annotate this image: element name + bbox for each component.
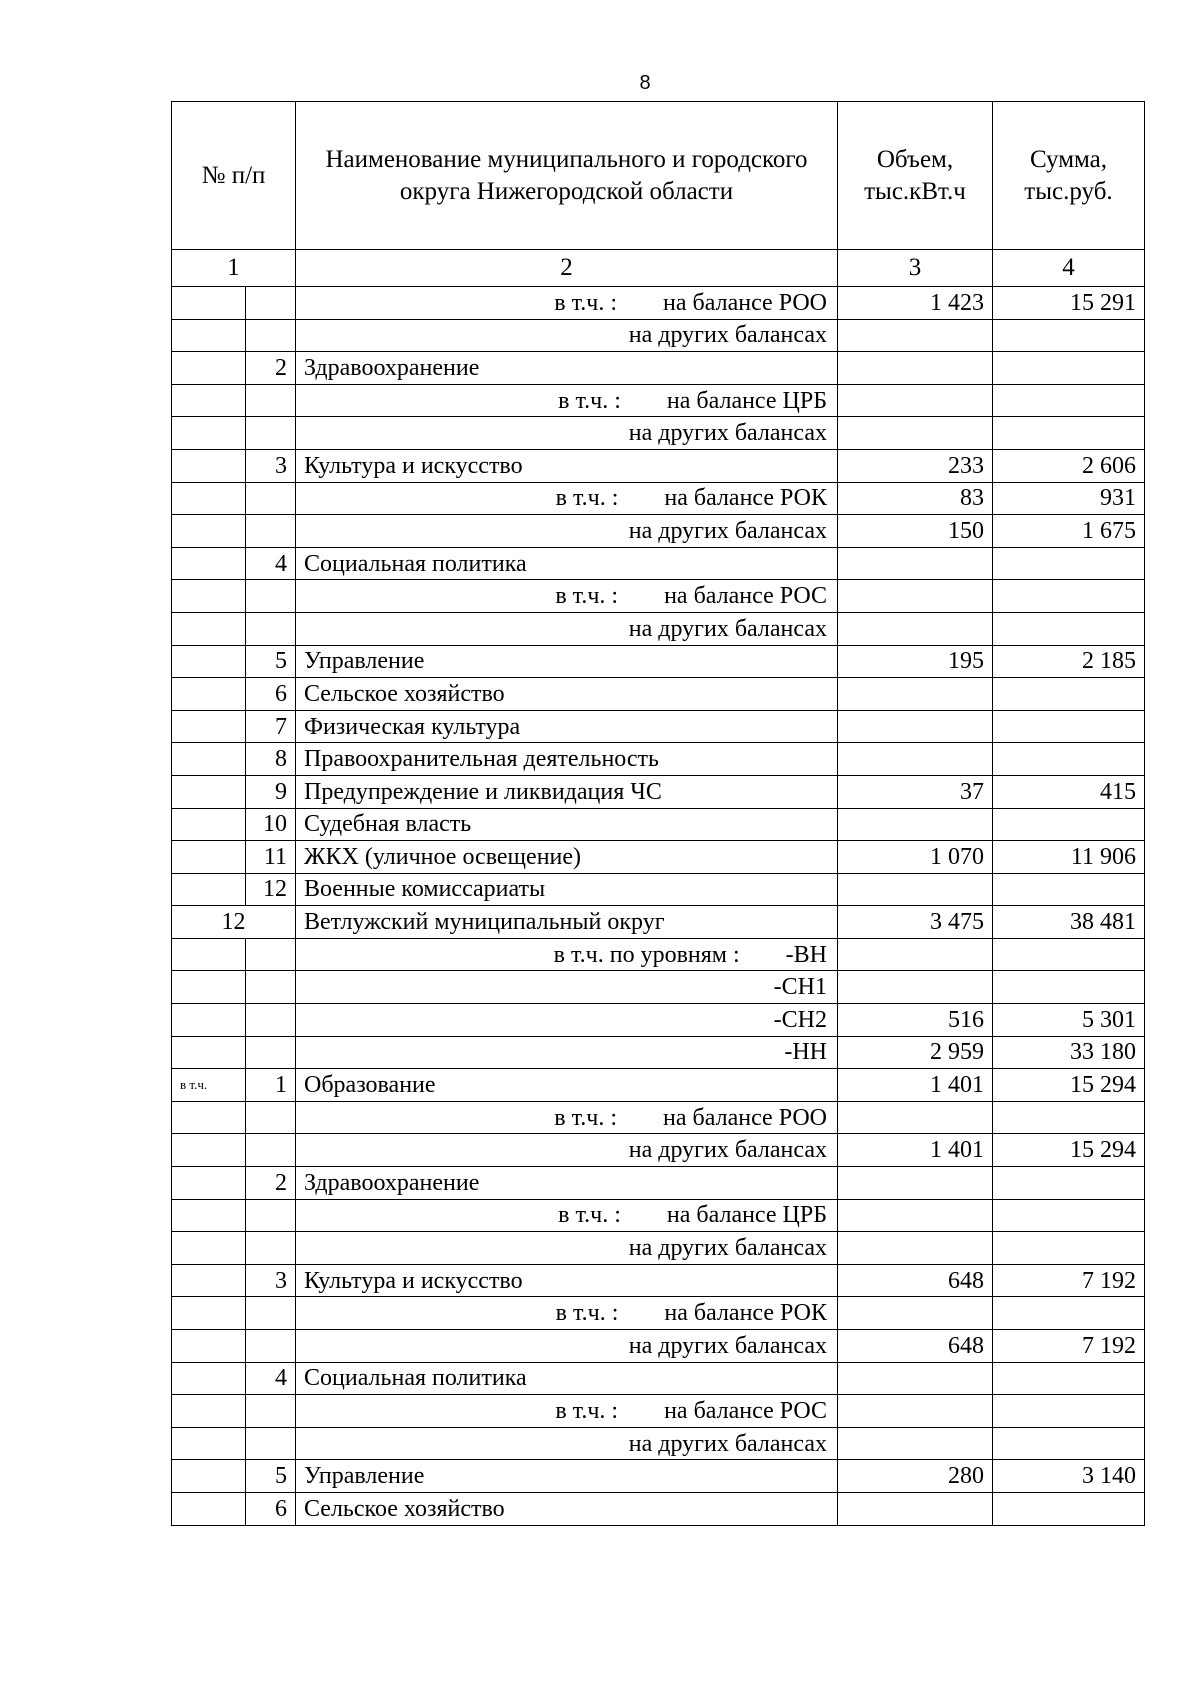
row-sum (993, 710, 1145, 743)
row-name: Предупреждение и ликвидация ЧС (304, 778, 662, 805)
table-row (172, 1069, 1145, 1102)
row-name-cell (296, 1395, 838, 1428)
row-volume (838, 1492, 993, 1525)
row-group-label (172, 1492, 246, 1525)
row-name: Управление (304, 1463, 425, 1490)
row-sub-number (246, 1427, 296, 1460)
row-name-cell (296, 1101, 838, 1134)
row-sub-number (246, 580, 296, 613)
row-name-cell (296, 1036, 838, 1069)
row-sum: 33 180 (993, 1036, 1145, 1069)
row-volume (838, 1101, 993, 1134)
table-row (172, 971, 1145, 1004)
row-sub-number: 2 (246, 1167, 296, 1200)
page-number: 8 (639, 72, 651, 94)
row-sub-number: 7 (246, 710, 296, 743)
row-group-label (172, 1362, 246, 1395)
row-name-cell (296, 1330, 838, 1363)
row-group-label (172, 1264, 246, 1297)
table-row (172, 906, 1145, 939)
row-group-label (172, 1036, 246, 1069)
row-sum: 1 675 (993, 515, 1145, 548)
row-sub-number: 3 (246, 449, 296, 482)
row-name: на балансе РОС (664, 1397, 827, 1424)
row-name-cell (296, 1492, 838, 1525)
table-row (172, 1134, 1145, 1167)
column-number: 2 (296, 250, 838, 287)
table-row (172, 841, 1145, 874)
row-name: Культура и искусство (304, 452, 523, 479)
row-name-cell (296, 482, 838, 515)
table-row (172, 352, 1145, 385)
table-row (172, 1460, 1145, 1493)
row-name-cell (296, 449, 838, 482)
table-row (172, 1427, 1145, 1460)
row-sub-number: 5 (246, 1460, 296, 1493)
row-sub-number (246, 482, 296, 515)
row-group-label (172, 1330, 246, 1363)
table-row (172, 287, 1145, 320)
row-name-cell (296, 1167, 838, 1200)
row-group-label (172, 841, 246, 874)
row-group-label (172, 449, 246, 482)
row-name: на других балансах (628, 517, 827, 544)
row-sum (993, 1167, 1145, 1200)
row-sum: 415 (993, 775, 1145, 808)
row-sub-number (246, 1004, 296, 1037)
row-volume (838, 384, 993, 417)
row-sub-number (246, 319, 296, 352)
table-row (172, 319, 1145, 352)
row-group-label (172, 417, 246, 450)
table-row (172, 743, 1145, 776)
row-sub-number (246, 1036, 296, 1069)
row-name: Ветлужский муниципальный округ (304, 909, 665, 936)
row-name: Здравоохранение (304, 1169, 480, 1196)
row-name: Военные комиссариаты (304, 876, 546, 903)
row-volume (838, 1297, 993, 1330)
row-name: на балансе РОС (664, 583, 827, 610)
row-sum (993, 1199, 1145, 1232)
row-sum (993, 1395, 1145, 1428)
row-sub-number (246, 1134, 296, 1167)
row-volume: 648 (838, 1330, 993, 1363)
row-sum: 38 481 (993, 906, 1145, 939)
row-volume (838, 678, 993, 711)
header-volume-col: Объем, тыс.кВт.ч (838, 102, 993, 250)
row-sub-number: 1 (246, 1069, 296, 1102)
row-name-cell (296, 873, 838, 906)
row-sum: 2 606 (993, 449, 1145, 482)
row-group-label (172, 1395, 246, 1428)
row-sub-number (246, 384, 296, 417)
row-sub-number (246, 938, 296, 971)
row-name-cell (296, 287, 838, 320)
row-group-label (172, 580, 246, 613)
row-sum (993, 808, 1145, 841)
row-name: на других балансах (628, 322, 827, 349)
row-volume (838, 1199, 993, 1232)
row-name-cell (296, 580, 838, 613)
row-name-prefix: в т.ч. : (554, 289, 618, 316)
row-sub-number (246, 1297, 296, 1330)
row-volume (838, 1167, 993, 1200)
row-name: -СН1 (773, 974, 827, 1001)
row-volume (838, 808, 993, 841)
row-sum (993, 352, 1145, 385)
row-sub-number (246, 1330, 296, 1363)
row-group-label (172, 547, 246, 580)
row-sum: 5 301 (993, 1004, 1145, 1037)
row-sub-number (246, 287, 296, 320)
row-volume (838, 1232, 993, 1265)
row-name-cell (296, 743, 838, 776)
row-name: -НН (784, 1039, 827, 1066)
row-name: Культура и искусство (304, 1267, 523, 1294)
row-name-cell (296, 710, 838, 743)
row-sum (993, 971, 1145, 1004)
row-sub-number: 11 (246, 841, 296, 874)
row-name: на балансе РОК (664, 1300, 827, 1327)
table-row (172, 710, 1145, 743)
row-name: Социальная политика (304, 550, 527, 577)
row-name: Здравоохранение (304, 354, 480, 381)
row-name-cell (296, 1004, 838, 1037)
column-number: 3 (838, 250, 993, 287)
row-name-prefix: в т.ч. : (555, 1300, 619, 1327)
row-name: на других балансах (628, 1137, 827, 1164)
row-group-label (172, 1460, 246, 1493)
row-name-cell (296, 775, 838, 808)
row-name-prefix: в т.ч. : (558, 387, 621, 414)
row-name-cell (296, 678, 838, 711)
row-volume: 150 (838, 515, 993, 548)
table-row (172, 678, 1145, 711)
row-name-prefix: в т.ч. по уровням : (553, 941, 740, 968)
row-group-label (172, 645, 246, 678)
row-name-cell (296, 417, 838, 450)
table-row (172, 1362, 1145, 1395)
table-row (172, 384, 1145, 417)
table-row (172, 1297, 1145, 1330)
row-sub-number: 6 (246, 1492, 296, 1525)
row-volume: 280 (838, 1460, 993, 1493)
row-group-label (172, 612, 246, 645)
row-name: ЖКХ (уличное освещение) (304, 843, 582, 870)
row-name-cell (296, 384, 838, 417)
row-volume: 195 (838, 645, 993, 678)
row-name-cell (296, 971, 838, 1004)
row-sub-number (246, 971, 296, 1004)
row-sum: 7 192 (993, 1264, 1145, 1297)
row-name: -ВН (785, 941, 827, 968)
row-sum (993, 1297, 1145, 1330)
row-volume (838, 547, 993, 580)
table-row (172, 547, 1145, 580)
row-name-cell (296, 1427, 838, 1460)
row-name: Образование (304, 1072, 436, 1099)
row-sub-number: 4 (246, 1362, 296, 1395)
row-volume (838, 580, 993, 613)
row-sum: 15 294 (993, 1134, 1145, 1167)
row-volume (838, 938, 993, 971)
row-volume (838, 1395, 993, 1428)
row-sub-number (246, 1232, 296, 1265)
table-body (172, 102, 1145, 1526)
row-group-label (172, 1101, 246, 1134)
row-sub-number (246, 1101, 296, 1134)
row-volume: 648 (838, 1264, 993, 1297)
row-name: на других балансах (628, 420, 827, 447)
row-group-label: в т.ч. (172, 1069, 246, 1102)
row-sub-number: 10 (246, 808, 296, 841)
row-sum (993, 1232, 1145, 1265)
table-row (172, 482, 1145, 515)
row-group-label (172, 319, 246, 352)
row-volume (838, 1427, 993, 1460)
row-sum: 931 (993, 482, 1145, 515)
row-name: Физическая культура (304, 713, 521, 740)
row-group-label (172, 743, 246, 776)
row-group-label (172, 1167, 246, 1200)
row-sum: 3 140 (993, 1460, 1145, 1493)
row-volume (838, 743, 993, 776)
row-sub-number (246, 417, 296, 450)
row-name-cell (296, 938, 838, 971)
row-volume: 1 423 (838, 287, 993, 320)
row-sum: 2 185 (993, 645, 1145, 678)
row-name: на балансе РОК (664, 485, 827, 512)
row-sum (993, 1362, 1145, 1395)
row-sub-number (246, 1199, 296, 1232)
table-row (172, 1101, 1145, 1134)
row-volume: 3 475 (838, 906, 993, 939)
row-name: Сельское хозяйство (304, 680, 505, 707)
row-sum: 15 294 (993, 1069, 1145, 1102)
row-sum: 7 192 (993, 1330, 1145, 1363)
table-row (172, 580, 1145, 613)
row-name-cell (296, 1362, 838, 1395)
row-name-cell (296, 1199, 838, 1232)
row-name-cell (296, 1134, 838, 1167)
row-volume: 1 401 (838, 1069, 993, 1102)
row-name: на других балансах (628, 615, 827, 642)
row-volume (838, 971, 993, 1004)
table-row (172, 1167, 1145, 1200)
row-name: Судебная власть (304, 811, 472, 838)
row-name-cell (296, 841, 838, 874)
row-sub-number: 9 (246, 775, 296, 808)
row-name-prefix: в т.ч. : (555, 1397, 619, 1424)
header-sum-col: Сумма, тыс.руб. (993, 102, 1145, 250)
row-name-cell (296, 612, 838, 645)
row-group-label (172, 287, 246, 320)
row-name: на других балансах (628, 1430, 827, 1457)
table-row (172, 938, 1145, 971)
row-group-label (172, 1232, 246, 1265)
row-name: на других балансах (628, 1235, 827, 1262)
table-row (172, 1330, 1145, 1363)
row-group-label (172, 808, 246, 841)
row-group-label (172, 971, 246, 1004)
row-sub-number: 5 (246, 645, 296, 678)
row-name: на балансе РОО (663, 1104, 827, 1131)
row-group-label (172, 384, 246, 417)
row-sum: 11 906 (993, 841, 1145, 874)
row-group-label (172, 710, 246, 743)
row-volume: 83 (838, 482, 993, 515)
row-name: Сельское хозяйство (304, 1495, 505, 1522)
row-sub-number (246, 515, 296, 548)
row-name-cell (296, 319, 838, 352)
row-sum (993, 873, 1145, 906)
row-volume (838, 873, 993, 906)
row-volume: 516 (838, 1004, 993, 1037)
table-row (172, 873, 1145, 906)
row-group-label (172, 1199, 246, 1232)
row-name: Социальная политика (304, 1365, 527, 1392)
row-volume: 2 959 (838, 1036, 993, 1069)
row-volume: 1 070 (838, 841, 993, 874)
row-sum (993, 580, 1145, 613)
row-name-cell (296, 1264, 838, 1297)
row-number: 12 (172, 906, 296, 939)
row-name-cell (296, 645, 838, 678)
row-name-cell (296, 1069, 838, 1102)
row-name-cell (296, 1460, 838, 1493)
row-group-label (172, 515, 246, 548)
row-name: на балансе РОО (663, 289, 827, 316)
header-number-col: № п/п (172, 102, 296, 250)
table-row (172, 1395, 1145, 1428)
table-row (172, 1199, 1145, 1232)
row-sub-number: 12 (246, 873, 296, 906)
row-sub-number: 2 (246, 352, 296, 385)
row-sum (993, 384, 1145, 417)
row-name-prefix: в т.ч. : (558, 1202, 621, 1229)
row-group-label (172, 1297, 246, 1330)
row-name-prefix: в т.ч. : (555, 485, 619, 512)
row-name: на балансе ЦРБ (666, 1202, 827, 1229)
table-row (172, 449, 1145, 482)
column-numbering-row (172, 250, 1145, 287)
row-volume: 233 (838, 449, 993, 482)
row-volume: 37 (838, 775, 993, 808)
row-sum (993, 1492, 1145, 1525)
row-name: -СН2 (773, 1006, 827, 1033)
row-sum (993, 678, 1145, 711)
row-sum: 15 291 (993, 287, 1145, 320)
table-row (172, 808, 1145, 841)
row-name-cell (296, 1232, 838, 1265)
table-row (172, 1232, 1145, 1265)
row-volume: 1 401 (838, 1134, 993, 1167)
row-group-label (172, 482, 246, 515)
energy-consumption-table (171, 101, 1145, 1526)
row-name-cell (296, 515, 838, 548)
row-sum (993, 319, 1145, 352)
row-name-prefix: в т.ч. : (555, 583, 619, 610)
row-sum (993, 612, 1145, 645)
row-sub-number: 8 (246, 743, 296, 776)
row-sum (993, 1427, 1145, 1460)
row-name-cell (296, 352, 838, 385)
row-name-cell (296, 906, 838, 939)
row-name: Правоохранительная деятельность (304, 746, 659, 773)
row-group-label (172, 1004, 246, 1037)
row-sub-number: 3 (246, 1264, 296, 1297)
row-sub-number (246, 612, 296, 645)
table-row (172, 1264, 1145, 1297)
row-volume (838, 612, 993, 645)
row-sum (993, 417, 1145, 450)
row-volume (838, 319, 993, 352)
table-row (172, 515, 1145, 548)
row-volume (838, 1362, 993, 1395)
row-name-cell (296, 547, 838, 580)
table-row (172, 1036, 1145, 1069)
row-name-cell (296, 1297, 838, 1330)
row-volume (838, 710, 993, 743)
header-row (172, 102, 1145, 250)
row-sum (993, 938, 1145, 971)
column-number: 4 (993, 250, 1145, 287)
table-row (172, 645, 1145, 678)
row-name-cell (296, 808, 838, 841)
row-sum (993, 547, 1145, 580)
row-group-label (172, 1134, 246, 1167)
column-number: 1 (172, 250, 296, 287)
row-name: на других балансах (628, 1332, 827, 1359)
row-group-label (172, 938, 246, 971)
row-name-prefix: в т.ч. : (554, 1104, 618, 1131)
table-row (172, 417, 1145, 450)
table-row (172, 1492, 1145, 1525)
row-group-label (172, 678, 246, 711)
row-sub-number: 6 (246, 678, 296, 711)
table-row (172, 612, 1145, 645)
row-volume (838, 352, 993, 385)
row-name: Управление (304, 648, 425, 675)
row-sub-number: 4 (246, 547, 296, 580)
table-row (172, 775, 1145, 808)
row-name: на балансе ЦРБ (666, 387, 827, 414)
row-group-label (172, 873, 246, 906)
row-group-label (172, 775, 246, 808)
row-sum (993, 1101, 1145, 1134)
table-row (172, 1004, 1145, 1037)
header-name-col: Наименование муниципального и городского округа Нижегородской области (296, 102, 838, 250)
row-group-label (172, 1427, 246, 1460)
row-volume (838, 417, 993, 450)
row-sum (993, 743, 1145, 776)
row-sub-number (246, 1395, 296, 1428)
row-group-label (172, 352, 246, 385)
